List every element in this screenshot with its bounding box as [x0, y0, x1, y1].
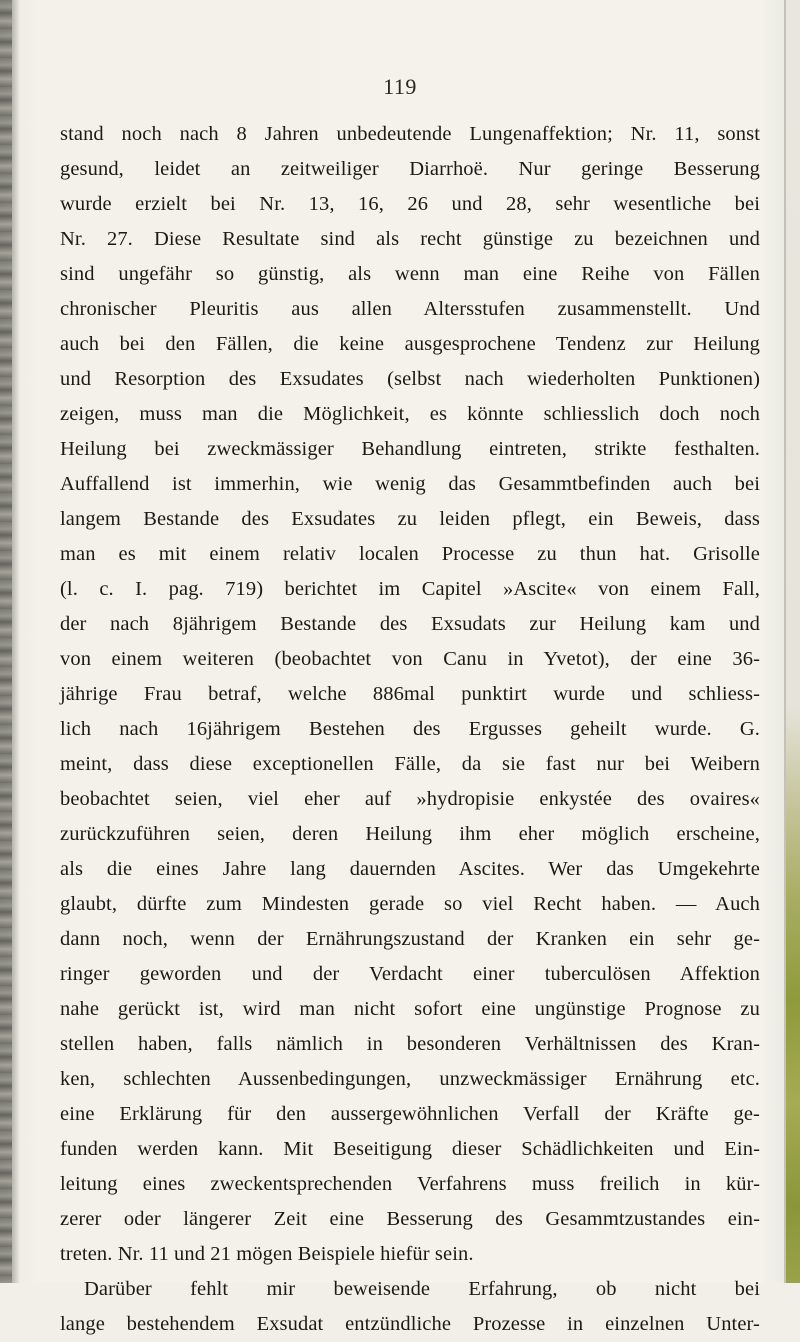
text-line: man es mit einem relativ localen Processe zu thun hat. Grisolle	[60, 543, 760, 565]
text-line: stand noch nach 8 Jahren unbedeutende Lungenaffektion; Nr. 11, sonst	[60, 123, 760, 145]
text-line: lange bestehendem Exsudat entzündliche Prozesse in einzelnen Unter-	[60, 1313, 760, 1335]
text-line: gesund, leidet an zeitweiliger Diarrhoë. Nur geringe Besserung	[60, 158, 760, 180]
text-line: stellen haben, falls nämlich in besonderen Verhältnissen des Kran-	[60, 1033, 760, 1055]
text-line: ringer geworden und der Verdacht einer tuberculösen Affektion	[60, 963, 760, 985]
text-line: Auffallend ist immerhin, wie wenig das Gesammtbefinden auch bei	[60, 473, 760, 495]
text-line: als die eines Jahre lang dauernden Ascites. Wer das Umgekehrte	[60, 858, 760, 880]
text-line: auch bei den Fällen, die keine ausgesprochene Tendenz zur Heilung	[60, 333, 760, 355]
page-binding-edge	[0, 0, 12, 1283]
text-line: sind ungefähr so günstig, als wenn man eine Reihe von Fällen	[60, 263, 760, 285]
text-line-paragraph-end: treten. Nr. 11 und 21 mögen Beispiele hiefür sein.	[60, 1243, 474, 1265]
body-text	[60, 117, 760, 1342]
text-line: glaubt, dürfte zum Mindesten gerade so viel Recht haben. — Auch	[60, 893, 760, 915]
text-line: langem Bestande des Exsudates zu leiden pflegt, ein Beweis, dass	[60, 508, 760, 530]
text-line: ken, schlechten Aussenbedingungen, unzweckmässiger Ernährung etc.	[60, 1068, 760, 1090]
text-line: eine Erklärung für den aussergewöhnlichen Verfall der Kräfte ge-	[60, 1103, 760, 1125]
binding-shadow	[12, 0, 20, 1283]
text-line: lich nach 16jährigem Bestehen des Ergusses geheilt wurde. G.	[60, 718, 760, 740]
text-line: beobachtet seien, viel eher auf »hydropisie enkystée des ovaires«	[60, 788, 760, 810]
text-line: zeigen, muss man die Möglichkeit, es könnte schliesslich doch noch	[60, 403, 760, 425]
text-line: chronischer Pleuritis aus allen Altersstufen zusammenstellt. Und	[60, 298, 760, 320]
text-line: zurückzuführen seien, deren Heilung ihm eher möglich erscheine,	[60, 823, 760, 845]
text-line: funden werden kann. Mit Beseitigung dieser Schädlichkeiten und Ein-	[60, 1138, 760, 1160]
page-right-edge	[786, 0, 800, 1283]
text-line: von einem weiteren (beobachtet von Canu in Yvetot), der eine 36-	[60, 648, 760, 670]
text-line-paragraph-start: Darüber fehlt mir beweisende Erfahrung, ob nicht bei	[84, 1278, 760, 1300]
text-line: meint, dass diese exceptionellen Fälle, da sie fast nur bei Weibern	[60, 753, 760, 775]
text-line: wurde erzielt bei Nr. 13, 16, 26 und 28, sehr wesentliche bei	[60, 193, 760, 215]
text-line: jährige Frau betraf, welche 886mal punktirt wurde und schliess-	[60, 683, 760, 705]
text-line: leitung eines zweckentsprechenden Verfahrens muss freilich in kür-	[60, 1173, 760, 1195]
page-number: 119	[383, 74, 417, 99]
text-line: zerer oder längerer Zeit eine Besserung des Gesammtzustandes ein-	[60, 1208, 760, 1230]
text-line: dann noch, wenn der Ernährungszustand der Kranken ein sehr ge-	[60, 928, 760, 950]
text-line: der nach 8jährigem Bestande des Exsudats zur Heilung kam und	[60, 613, 760, 635]
text-line: (l. c. I. pag. 719) berichtet im Capitel »Ascite« von einem Fall,	[60, 578, 760, 600]
text-line: Heilung bei zweckmässiger Behandlung eintreten, strikte festhalten.	[60, 438, 760, 460]
text-line: nahe gerückt ist, wird man nicht sofort eine ungünstige Prognose zu	[60, 998, 760, 1020]
text-line: und Resorption des Exsudates (selbst nach wiederholten Punktionen)	[60, 368, 760, 390]
text-line: Nr. 27. Diese Resultate sind als recht günstige zu bezeichnen und	[60, 228, 760, 250]
